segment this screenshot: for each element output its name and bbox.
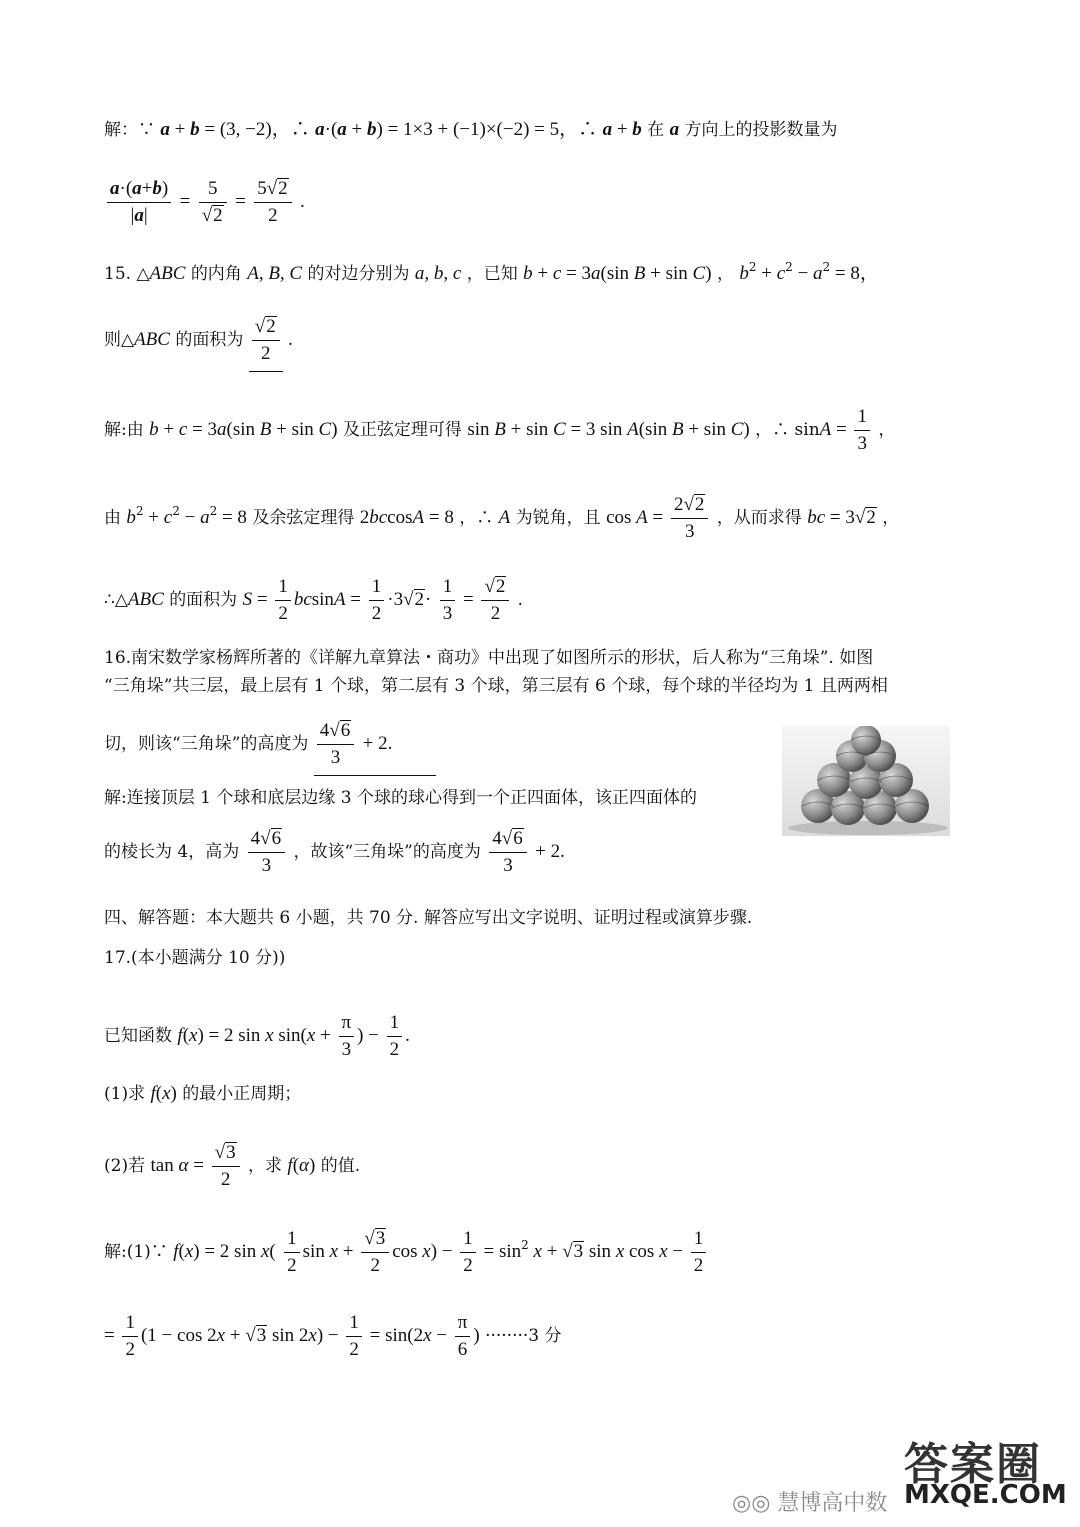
text: . [288, 329, 293, 350]
text: = 8， [830, 263, 879, 284]
text: 的最小正周期； [182, 1084, 302, 1104]
text: + 2. [535, 841, 565, 862]
footer-source [732, 1486, 887, 1517]
solution-14-line-1: 解：∵ a + b = (3, −2)，∴ a·(a + b) = 1×3 + (−1)×(−2) = 5，∴ a + b 在 a 方向上的投影数量为 [104, 119, 838, 140]
text: 方向上的投影数量为 [684, 120, 838, 140]
text: . [300, 191, 305, 212]
text: + 2. [362, 733, 393, 754]
numerator: 5 [199, 176, 227, 203]
text: ∴△ [104, 590, 128, 610]
watermark-url: MXQE.COM [904, 1480, 1067, 1510]
text: 及余弦定理得 [252, 508, 355, 528]
text: ，从而求得 [716, 508, 802, 528]
text: . [517, 589, 523, 610]
text: (2)若 [104, 1156, 146, 1176]
text: 由 [104, 508, 121, 528]
text: ， [882, 508, 900, 528]
wechat-icon: ◎◎ [732, 1491, 771, 1516]
solution-16-line-2: 的棱长为 4，高为 $\frac{4√6}{3}$ ，故该“三角垛”的高度为 $\frac{4√6}{3}$ + 2. [104, 828, 565, 876]
text: 已知函数 [104, 1026, 172, 1046]
text: ， [878, 420, 896, 440]
text: 为锐角，且 [515, 508, 601, 528]
answer-blank-15: $\frac{√2}{2}$ [249, 314, 283, 372]
text: (1)求 [104, 1084, 146, 1104]
watermark-logo [900, 1428, 1072, 1520]
solution-15-line-2: 由 $b^2 + c^2 - a^2 = 8$ 及余弦定理得 2bccosA = 8 ，∴ A 为锐角，且 cos A = $\frac{2√2}{3}$ ，从而求得 bc = 3√2 ， [104, 494, 900, 542]
solution-15-line-3: ∴△ABC 的面积为 S = $\frac{1}{2}$ bcsinA = $\frac{1}{2}$ ·3√2· $\frac{1}{3}$ = $\frac{√2}{2}$ . [104, 576, 523, 624]
text: ········3 分 [485, 1326, 562, 1346]
answer-blank-16: $\frac{4√6}{3}$ + 2. [314, 718, 437, 776]
footer-text: 慧博高中数 [777, 1491, 888, 1516]
text: 解：∵ [104, 120, 155, 140]
question-17-given: 已知函数 f(x) = 2 sin x sin(x + $\frac{\pi}{3}$ ) − $\frac{1}{2}$ . [104, 1012, 410, 1060]
text: 的面积为 [175, 330, 244, 350]
text: 的内角 [190, 264, 242, 284]
text: 的面积为 [169, 590, 238, 610]
solution-14-line-2: $\frac{a\cdot(a+b)}{|a|}$ = $\frac{5}{√2}$ = $\frac{5√2}{2}$ . [104, 176, 305, 229]
text: 则△ [104, 330, 135, 350]
text: 的棱长为 4，高为 [104, 842, 240, 862]
solution-17-line-1: 解:(1)∵ f(x) = 2 sin x( $\frac{1}{2}$ sin x + $\frac{√3}{2}$ cos x) − $\frac{1}{2}$ = $\sin^2 x + √3$ sin x cos x − $\frac{1}{2}$ [104, 1226, 709, 1279]
denominator: 2 [268, 205, 278, 226]
text: ，求 [248, 1156, 283, 1176]
text: 15. △ [104, 264, 150, 284]
text: = [831, 419, 852, 440]
question-15-line-1: 15. △ABC 的内角 A, B, C 的对边分别为 a, b, c ，已知 b + c = 3a(sin B + sin C) ， $b^2 + c^2 - a^2 = 8$， [104, 260, 879, 284]
text: = (3, −2)，∴ [199, 119, 310, 140]
text: 解:由 [104, 420, 144, 440]
text: 及正弦定理可得 [342, 420, 462, 440]
question-17-heading: 17.(本小题满分 10 分)) [104, 948, 286, 968]
solution-17-line-2: = $\frac{1}{2}$ (1 − cos 2x + √3 sin 2x) − $\frac{1}{2}$ = sin(2x − $\frac{\pi}{6}$ ) ········3 分 [104, 1312, 562, 1360]
question-17-part-1: (1)求 f(x) 的最小正周期； [104, 1083, 302, 1104]
solution-16-line-1: 解:连接顶层 1 个球和底层边缘 3 个球的球心得到一个正四面体，该正四面体的 [104, 788, 697, 808]
basketball-pyramid-image [782, 726, 950, 836]
question-15-line-2: 则△ABC 的面积为 $\frac{√2}{2}$ . [104, 314, 293, 372]
question-16-line-3 [104, 718, 436, 776]
solution-15-line-1: 解:由 b + c = 3a(sin B + sin C) 及正弦定理可得 sin B + sin C = 3 sin A(sin B + sin C) ，∴ sinA = $\frac{1}{3}$ ， [104, 406, 896, 454]
text: ， [716, 264, 734, 284]
question-17-part-2: (2)若 tan α = $\frac{√3}{2}$ ，求 f(α) 的值. [104, 1142, 361, 1190]
text: = 1×3 + (−1)×(−2) = 5，∴ [382, 119, 598, 140]
watermark-title: 答案圈 [904, 1439, 1042, 1490]
text: 的值. [320, 1156, 361, 1176]
text: ，∴ sin [755, 420, 820, 440]
text: ，∴ [459, 508, 499, 528]
question-16-line-2: “三角垛”共三层，最上层有 1 个球，第二层有 3 个球，第三层有 6 个球，每个球的半径均为 1 且两两相 [104, 676, 888, 696]
text: 的对边分别为 [307, 264, 410, 284]
coef: 5 [257, 178, 267, 199]
text: 解:(1)∵ [104, 1242, 168, 1262]
question-16-line-1: 16.南宋数学家杨辉所著的《详解九章算法・商功》中出现了如图所示的形状，后人称为“三角垛”. 如图 [104, 648, 874, 668]
part-4-heading: 四、解答题：本大题共 6 小题，共 70 分. 解答应写出文字说明、证明过程或演算步骤. [104, 908, 753, 928]
text: ，故该“三角垛”的高度为 [293, 842, 481, 862]
text: ，已知 [466, 264, 518, 284]
text: 切，则该“三角垛”的高度为 [104, 734, 309, 754]
